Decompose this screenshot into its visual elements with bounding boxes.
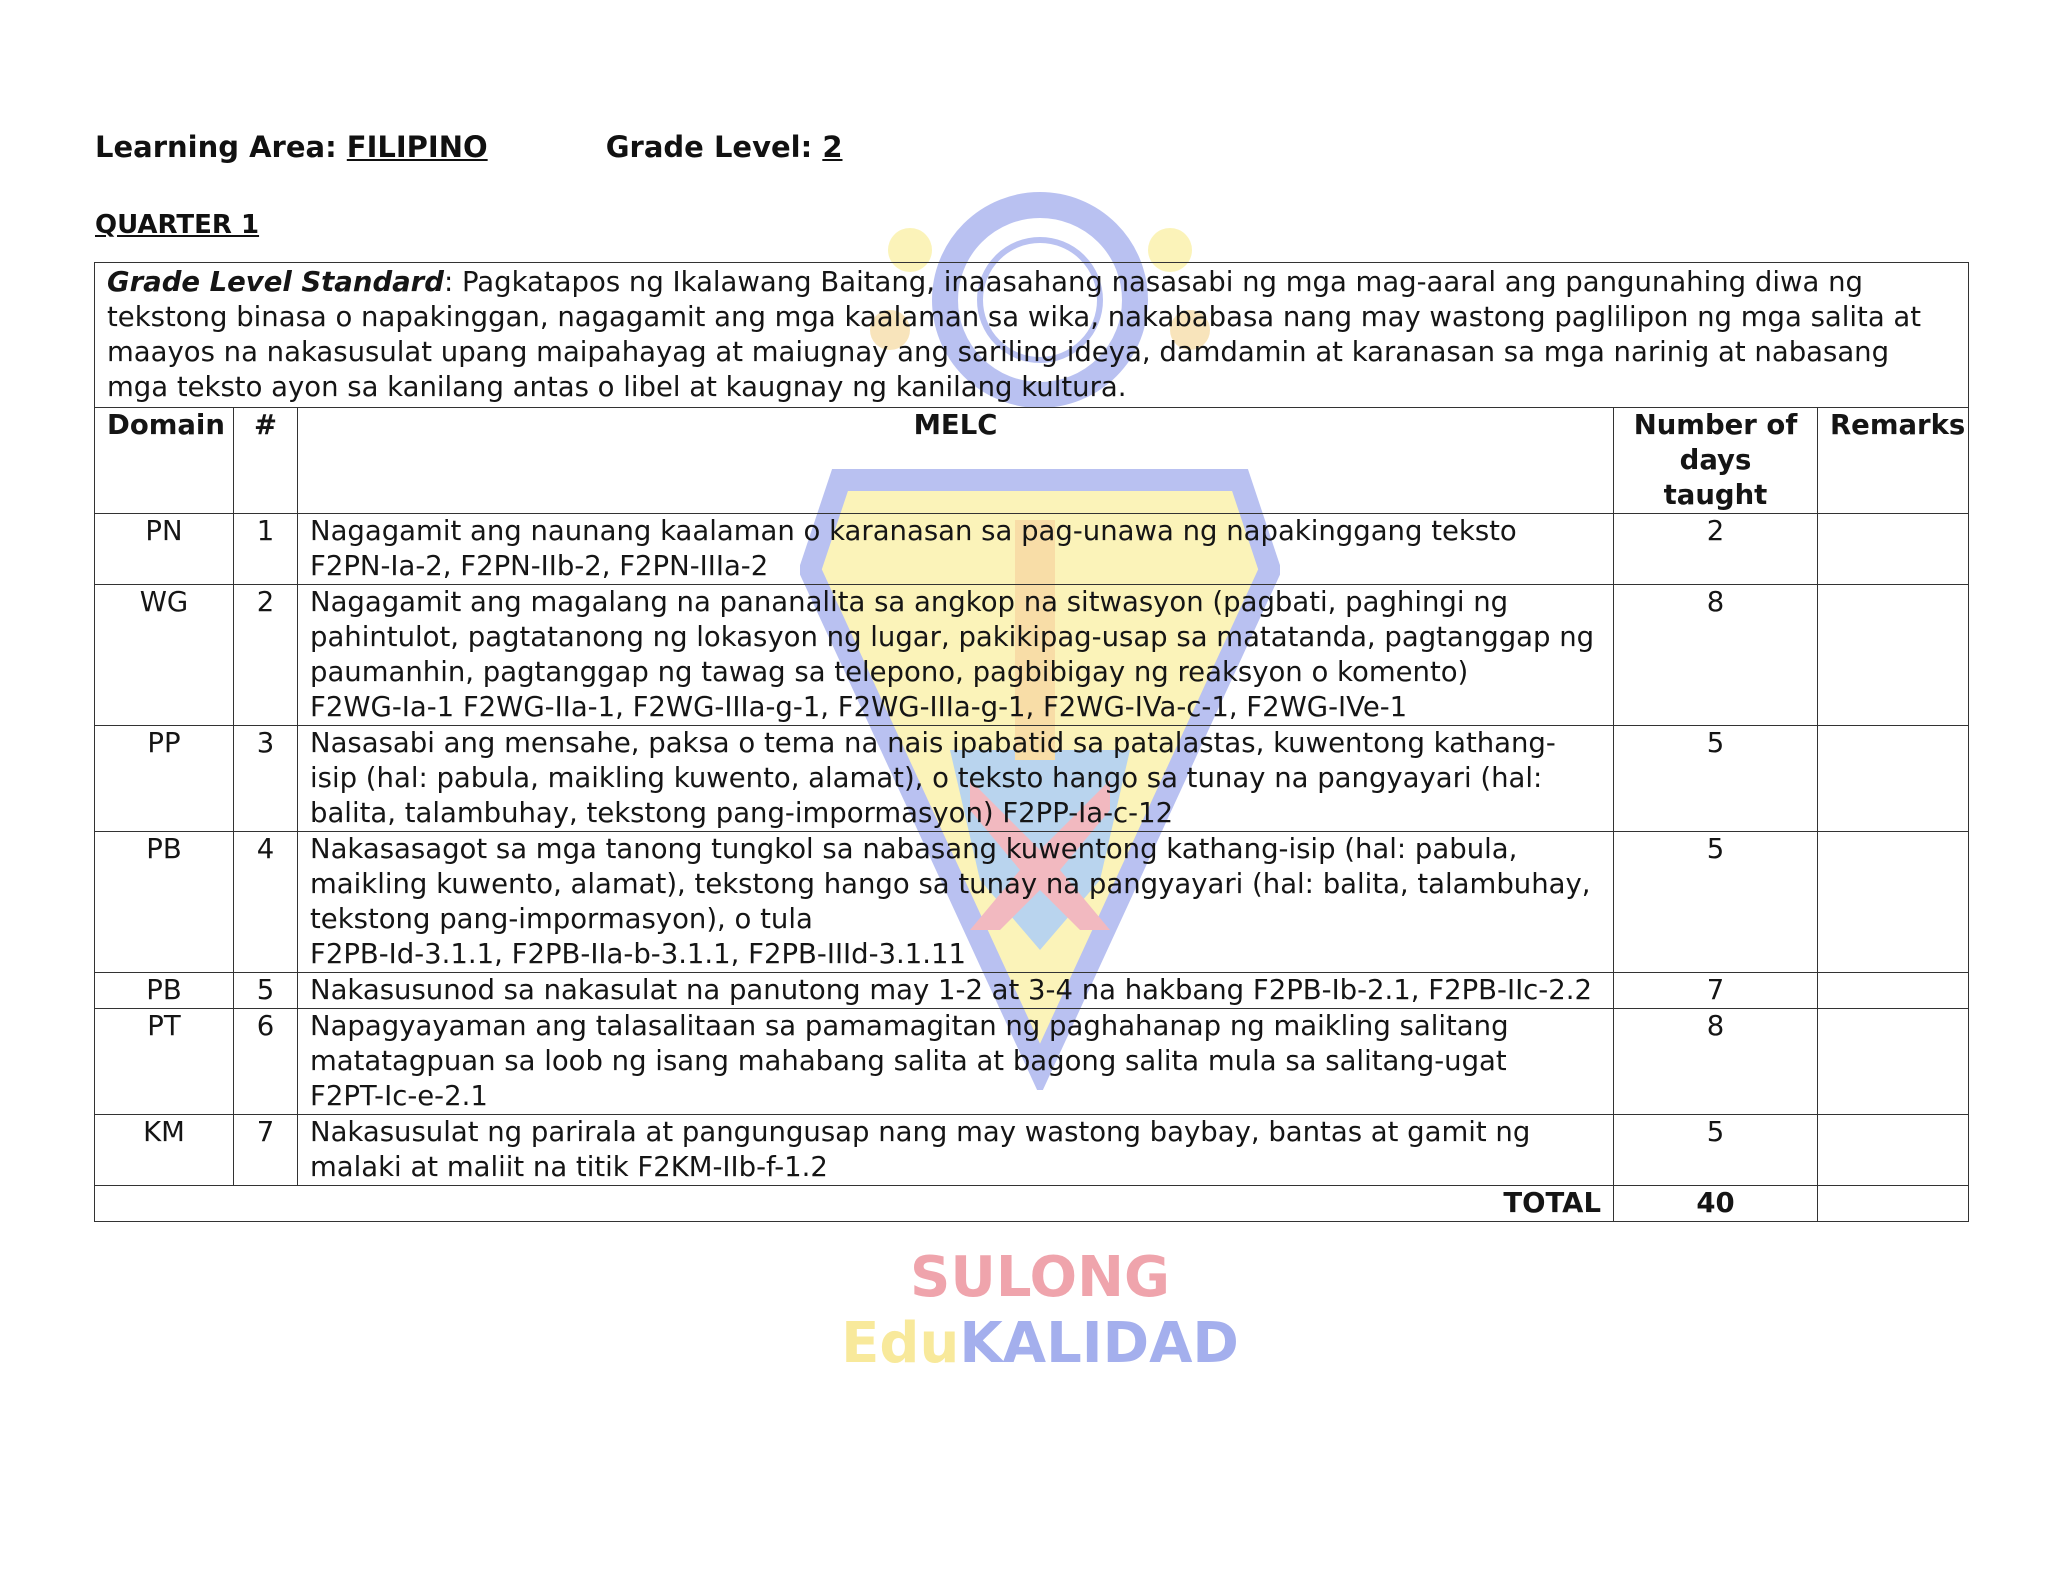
- row-number: 4: [234, 832, 298, 973]
- melc-code: F2PB-Id-3.1.1, F2PB-IIa-b-3.1.1, F2PB-IIId-3.1.11: [310, 938, 967, 970]
- row-number: 2: [234, 585, 298, 726]
- row-days: 7: [1614, 973, 1818, 1009]
- row-days: 2: [1614, 514, 1818, 585]
- header-number: #: [234, 408, 298, 514]
- table-row: [95, 514, 1969, 585]
- melc-text: Nasasabi ang mensahe, paksa o tema na nais ipabatid sa patalastas, kuwentong kathang-isip (hal: pabula, maikling kuwento, alamat), o teksto hango sa tunay na pangyayari (hal: balita, talambuhay, tekstong pang-impormasyon) F2PP-Ia-c-12: [310, 727, 1556, 829]
- melc-text: Nakasasagot sa mga tanong tungkol sa nabasang kuwentong kathang-isip (hal: pabula, maikling kuwento, alamat), tekstong hango sa tunay na pangyayari (hal: balita, talambuhay, tekstong pang-impormasyon), o tula: [310, 833, 1591, 935]
- header-domain: Domain: [95, 408, 234, 514]
- row-remarks: [1818, 726, 1969, 832]
- row-melc: [298, 726, 1614, 832]
- row-remarks: [1818, 585, 1969, 726]
- standard-text: Pagkatapos ng Ikalawang Baitang, inaasahang nasasabi ng mga mag-aaral ang pangunahing diwa ng tekstong binasa o napakinggan, nagagamit ang mga kaalaman sa wika, nakababasa nang may wastong paglilipon ng mga salita at maayos na nakasusulat upang maipahayag at maiugnay ang sariling ideya, damdamin at karanasan sa mga narinig at nabasang mga teksto ayon sa kanilang antas o libel at kaugnay ng kanilang kultura.: [107, 266, 1922, 403]
- watermark-line2: [800, 1311, 1280, 1377]
- table-row: [95, 973, 1969, 1009]
- row-remarks: [1818, 1115, 1969, 1186]
- standard-row: [95, 263, 1969, 408]
- row-days: 5: [1614, 726, 1818, 832]
- row-domain: PN: [95, 514, 234, 585]
- row-remarks: [1818, 832, 1969, 973]
- watermark-line1-html: SULONG: [910, 1245, 1170, 1310]
- grade-level: Grade Level: 2: [605, 130, 843, 164]
- learning-area-label: Learning Area:: [95, 130, 337, 164]
- row-domain: PP: [95, 726, 234, 832]
- row-days: 5: [1614, 832, 1818, 973]
- header-remarks: Remarks: [1818, 408, 1969, 514]
- grade-level-label: Grade Level: [605, 130, 801, 164]
- row-melc: [298, 1115, 1614, 1186]
- total-label: TOTAL: [95, 1186, 1614, 1222]
- row-melc: [298, 1009, 1614, 1115]
- table-row: [95, 585, 1969, 726]
- row-days: 8: [1614, 585, 1818, 726]
- table-row: [95, 1115, 1969, 1186]
- melc-text: Nakasusulat ng parirala at pangungusap nang may wastong baybay, bantas at gamit ng malaki at maliit na titik F2KM-IIb-f-1.2: [310, 1116, 1531, 1183]
- row-domain: PB: [95, 832, 234, 973]
- melc-code: F2WG-Ia-1 F2WG-IIa-1, F2WG-IIIa-g-1, F2WG-IIIa-g-1, F2WG-IVa-c-1, F2WG-IVe-1: [310, 691, 1408, 723]
- row-number: 5: [234, 973, 298, 1009]
- row-remarks: [1818, 1009, 1969, 1115]
- watermark-edu: Edu: [841, 1311, 960, 1376]
- melc-text: Nagagamit ang magalang na pananalita sa angkop na sitwasyon (pagbati, paghingi ng pahintulot, pagtatanong ng lokasyon ng lugar, pakikipag-usap sa matatanda, pagtanggap ng paumanhin, pagtanggap ng tawag sa telepono, pagbibigay ng reaksyon o komento): [310, 586, 1595, 688]
- row-number: 1: [234, 514, 298, 585]
- standard-label: Grade Level Standard: [107, 266, 444, 298]
- watermark-kalidad: KALIDAD: [959, 1311, 1239, 1376]
- row-remarks: [1818, 973, 1969, 1009]
- header-melc: MELC: [298, 408, 1614, 514]
- melc-code: F2PN-Ia-2, F2PN-IIb-2, F2PN-IIIa-2: [310, 550, 769, 582]
- total-value: 40: [1614, 1186, 1818, 1222]
- melc-table: [94, 262, 1969, 1222]
- grade-level-standard: Grade Level Standard: Pagkatapos ng Ikalawang Baitang, inaasahang nasasabi ng mga mag-aaral ang pangunahing diwa ng tekstong binasa o napakinggan, nagagamit ang mga kaalaman sa wika, nakababasa nang may wastong paglilipon ng mga salita at maayos na nakasusulat upang maipahayag at maiugnay ang sariling ideya, damdamin at karanasan sa mga narinig at nabasang mga teksto ayon sa kanilang antas o libel at kaugnay ng kanilang kultura.: [95, 263, 1969, 408]
- row-domain: PT: [95, 1009, 234, 1115]
- melc-code: F2PT-Ic-e-2.1: [310, 1080, 488, 1112]
- total-row: [95, 1186, 1969, 1222]
- row-melc: [298, 585, 1614, 726]
- table-header-row: [95, 408, 1969, 514]
- melc-text: Napagyayaman ang talasalitaan sa pamamagitan ng paghahanap ng maikling salitang matatagpuan sa loob ng isang mahabang salita at bagong salita mula sa salitang-ugat: [310, 1010, 1509, 1077]
- row-domain: KM: [95, 1115, 234, 1186]
- row-melc: [298, 832, 1614, 973]
- watermark-text: [800, 1245, 1280, 1377]
- table-row: [95, 1009, 1969, 1115]
- row-remarks: [1818, 514, 1969, 585]
- row-melc: [298, 973, 1614, 1009]
- row-domain: WG: [95, 585, 234, 726]
- row-number: 3: [234, 726, 298, 832]
- header-line: [95, 130, 843, 164]
- table-row: [95, 832, 1969, 973]
- row-days: 5: [1614, 1115, 1818, 1186]
- melc-text: Nakasusunod sa nakasulat na panutong may 1-2 at 3-4 na hakbang F2PB-Ib-2.1, F2PB-IIc-2.2: [310, 974, 1592, 1006]
- row-days: 8: [1614, 1009, 1818, 1115]
- learning-area-value: FILIPINO: [346, 130, 488, 164]
- melc-text: Nagagamit ang naunang kaalaman o karanasan sa pag-unawa ng napakinggang teksto: [310, 515, 1517, 547]
- quarter-title: QUARTER 1: [95, 210, 260, 240]
- total-remarks: [1818, 1186, 1969, 1222]
- grade-level-value: 2: [822, 130, 843, 164]
- header-days: Number of days taught: [1614, 408, 1818, 514]
- table-row: [95, 726, 1969, 832]
- row-number: 6: [234, 1009, 298, 1115]
- row-number: 7: [234, 1115, 298, 1186]
- row-domain: PB: [95, 973, 234, 1009]
- row-melc: [298, 514, 1614, 585]
